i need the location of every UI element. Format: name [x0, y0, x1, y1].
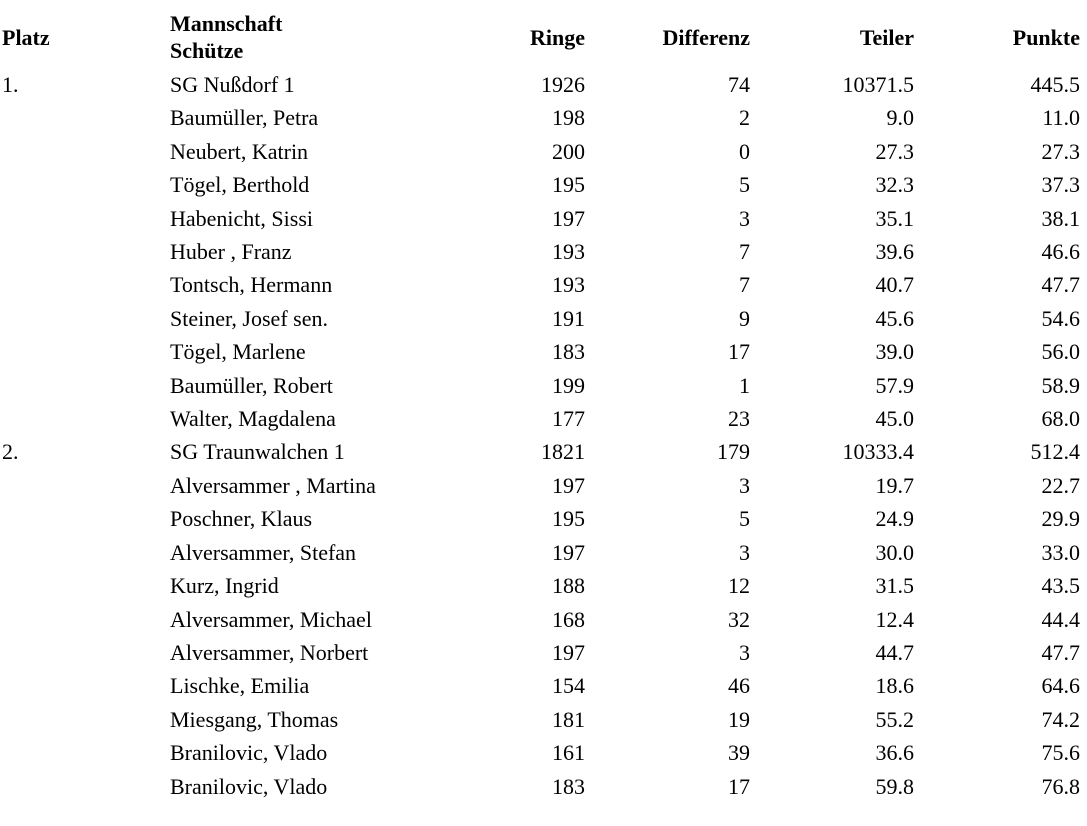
- punkte-value: 33.0: [1041, 539, 1080, 565]
- shooter-name: Tontsch, Hermann: [170, 272, 333, 298]
- header-platz: Platz: [2, 24, 50, 50]
- ringe-cell: [417, 135, 585, 168]
- punkte-cell: [914, 101, 1080, 134]
- punkte-cell: [914, 603, 1080, 636]
- shooter-name-cell: [170, 268, 417, 301]
- teiler-cell: [750, 335, 914, 368]
- shooter-name: Walter, Magdalena: [170, 406, 336, 432]
- punkte-value: 46.6: [1041, 239, 1080, 265]
- ringe-cell: [417, 435, 585, 468]
- platz-cell: [2, 101, 170, 134]
- platz-cell: [2, 569, 170, 602]
- ringe-cell: [417, 736, 585, 769]
- punkte-cell: [914, 770, 1080, 803]
- ringe-value: 197: [552, 539, 585, 565]
- punkte-value: 29.9: [1041, 506, 1080, 532]
- shooter-name-cell: [170, 369, 417, 402]
- shooter-name: Tögel, Marlene: [170, 339, 306, 365]
- ringe-cell: [417, 402, 585, 435]
- punkte-cell: [914, 202, 1080, 235]
- teiler-cell: [750, 502, 914, 535]
- shooter-row: [2, 502, 1080, 535]
- teiler-cell: [750, 703, 914, 736]
- teiler-cell: [750, 369, 914, 402]
- shooter-name-cell: [170, 202, 417, 235]
- differenz-value: 32: [728, 606, 750, 632]
- punkte-value: 64.6: [1041, 673, 1080, 699]
- teiler-cell: [750, 435, 914, 468]
- header-ringe: Ringe: [530, 24, 585, 50]
- punkte-value: 37.3: [1041, 172, 1080, 198]
- differenz-value: 19: [728, 706, 750, 732]
- platz-cell: [2, 502, 170, 535]
- differenz-value: 3: [739, 539, 750, 565]
- teiler-value: 45.6: [875, 305, 914, 331]
- punkte-value: 22.7: [1041, 472, 1080, 498]
- teiler-cell: [750, 235, 914, 268]
- punkte-cell: [914, 569, 1080, 602]
- differenz-value: 3: [739, 205, 750, 231]
- shooter-name-cell: [170, 502, 417, 535]
- punkte-cell: [914, 669, 1080, 702]
- shooter-name: Huber , Franz: [170, 239, 292, 265]
- platz-cell: [2, 736, 170, 769]
- teiler-cell: [750, 736, 914, 769]
- platz-cell: [2, 402, 170, 435]
- team-name: SG Nußdorf 1: [170, 72, 295, 97]
- teiler-cell: [750, 402, 914, 435]
- ringe-value: 197: [552, 639, 585, 665]
- differenz-cell: [585, 636, 750, 669]
- ringe-value: 193: [552, 272, 585, 298]
- shooter-name: Habenicht, Sissi: [170, 205, 313, 231]
- ringe-value: 188: [552, 573, 585, 599]
- shooter-name-cell: [170, 402, 417, 435]
- teiler-value: 40.7: [875, 272, 914, 298]
- differenz-cell: [585, 268, 750, 301]
- ringe-value: 154: [552, 673, 585, 699]
- shooter-row: [2, 202, 1080, 235]
- punkte-cell: [914, 268, 1080, 301]
- punkte-value: 76.8: [1041, 773, 1080, 799]
- differenz-value: 2: [739, 105, 750, 131]
- differenz-value: 7: [739, 272, 750, 298]
- punkte-cell: [914, 469, 1080, 502]
- shooter-name-cell: [170, 770, 417, 803]
- ringe-value: 195: [552, 172, 585, 198]
- header-mannschaft-line2: Schütze: [170, 38, 244, 63]
- ringe-cell: [417, 369, 585, 402]
- header-differenz: Differenz: [662, 24, 750, 50]
- punkte-value: 512.4: [1030, 439, 1080, 465]
- shooter-row: [2, 402, 1080, 435]
- team-name-cell: [170, 435, 417, 468]
- punkte-value: 43.5: [1041, 573, 1080, 599]
- differenz-value: 17: [728, 773, 750, 799]
- shooter-row: [2, 369, 1080, 402]
- punkte-value: 11.0: [1042, 105, 1080, 131]
- platz-value: 1.: [2, 72, 19, 97]
- punkte-value: 445.5: [1030, 72, 1080, 97]
- punkte-value: 74.2: [1041, 706, 1080, 732]
- shooter-row: [2, 636, 1080, 669]
- ringe-cell: [417, 302, 585, 335]
- platz-cell: [2, 435, 170, 468]
- platz-cell: [2, 235, 170, 268]
- punkte-cell: [914, 502, 1080, 535]
- results-table: [2, 6, 1080, 803]
- shooter-row: [2, 536, 1080, 569]
- differenz-value: 74: [728, 72, 750, 97]
- punkte-value: 54.6: [1041, 305, 1080, 331]
- differenz-value: 1: [739, 372, 750, 398]
- teiler-value: 35.1: [875, 205, 914, 231]
- header-row: [2, 6, 1080, 68]
- differenz-value: 39: [728, 740, 750, 766]
- teiler-value: 57.9: [875, 372, 914, 398]
- ringe-cell: [417, 268, 585, 301]
- shooter-name-cell: [170, 168, 417, 201]
- punkte-value: 27.3: [1041, 138, 1080, 164]
- differenz-cell: [585, 335, 750, 368]
- platz-value: 2.: [2, 439, 19, 465]
- teiler-value: 18.6: [875, 673, 914, 699]
- differenz-value: 3: [739, 472, 750, 498]
- teiler-cell: [750, 101, 914, 134]
- platz-cell: [2, 536, 170, 569]
- shooter-name: Branilovic, Vlado: [170, 740, 328, 766]
- ringe-value: 183: [552, 339, 585, 365]
- ringe-cell: [417, 101, 585, 134]
- shooter-row: [2, 335, 1080, 368]
- shooter-name-cell: [170, 736, 417, 769]
- punkte-cell: [914, 369, 1080, 402]
- punkte-cell: [914, 68, 1080, 101]
- platz-cell: [2, 703, 170, 736]
- differenz-cell: [585, 703, 750, 736]
- platz-cell: [2, 202, 170, 235]
- punkte-cell: [914, 335, 1080, 368]
- shooter-name-cell: [170, 335, 417, 368]
- shooter-name-cell: [170, 235, 417, 268]
- shooter-row: [2, 101, 1080, 134]
- shooter-name: Lischke, Emilia: [170, 673, 310, 699]
- ringe-value: 183: [552, 773, 585, 799]
- teiler-value: 39.6: [875, 239, 914, 265]
- shooter-row: [2, 469, 1080, 502]
- platz-cell: [2, 168, 170, 201]
- differenz-value: 0: [739, 138, 750, 164]
- differenz-cell: [585, 369, 750, 402]
- punkte-cell: [914, 168, 1080, 201]
- differenz-cell: [585, 736, 750, 769]
- ringe-cell: [417, 636, 585, 669]
- team-row: [2, 435, 1080, 468]
- header-punkte: Punkte: [1012, 24, 1080, 50]
- teiler-value: 39.0: [875, 339, 914, 365]
- shooter-name-cell: [170, 669, 417, 702]
- teiler-value: 32.3: [875, 172, 914, 198]
- shooter-row: [2, 302, 1080, 335]
- shooter-name: Steiner, Josef sen.: [170, 305, 328, 331]
- ringe-value: 200: [552, 138, 585, 164]
- ringe-value: 198: [552, 105, 585, 131]
- differenz-value: 5: [739, 506, 750, 532]
- differenz-cell: [585, 135, 750, 168]
- shooter-row: [2, 669, 1080, 702]
- differenz-value: 179: [717, 439, 750, 465]
- punkte-cell: [914, 703, 1080, 736]
- teiler-cell: [750, 268, 914, 301]
- platz-cell: [2, 636, 170, 669]
- ringe-value: 1926: [541, 72, 585, 97]
- differenz-value: 12: [728, 573, 750, 599]
- ringe-cell: [417, 703, 585, 736]
- ringe-cell: [417, 335, 585, 368]
- team-name: SG Traunwalchen 1: [170, 439, 345, 465]
- punkte-value: 56.0: [1041, 339, 1080, 365]
- ringe-value: 195: [552, 506, 585, 532]
- teiler-value: 59.8: [875, 773, 914, 799]
- teiler-cell: [750, 536, 914, 569]
- ringe-cell: [417, 502, 585, 535]
- differenz-cell: [585, 68, 750, 101]
- shooter-row: [2, 135, 1080, 168]
- teiler-value: 30.0: [875, 539, 914, 565]
- punkte-value: 44.4: [1041, 606, 1080, 632]
- shooter-row: [2, 736, 1080, 769]
- ringe-value: 199: [552, 372, 585, 398]
- teiler-value: 27.3: [875, 138, 914, 164]
- shooter-name: Kurz, Ingrid: [170, 573, 279, 599]
- ringe-value: 193: [552, 239, 585, 265]
- shooter-row: [2, 268, 1080, 301]
- differenz-value: 9: [739, 305, 750, 331]
- teiler-value: 55.2: [875, 706, 914, 732]
- ringe-cell: [417, 603, 585, 636]
- teiler-cell: [750, 569, 914, 602]
- punkte-cell: [914, 135, 1080, 168]
- punkte-cell: [914, 435, 1080, 468]
- teiler-cell: [750, 168, 914, 201]
- shooter-name-cell: [170, 636, 417, 669]
- differenz-cell: [585, 302, 750, 335]
- punkte-cell: [914, 302, 1080, 335]
- shooter-name: Alversammer, Norbert: [170, 639, 369, 665]
- teiler-value: 9.0: [886, 105, 914, 131]
- punkte-cell: [914, 636, 1080, 669]
- header-mannschaft-schuetze: [170, 6, 417, 68]
- table-body: [2, 68, 1080, 803]
- platz-cell: [2, 770, 170, 803]
- ringe-cell: [417, 770, 585, 803]
- ringe-cell: [417, 669, 585, 702]
- differenz-value: 5: [739, 172, 750, 198]
- shooter-name: Alversammer, Stefan: [170, 539, 357, 565]
- differenz-cell: [585, 603, 750, 636]
- differenz-cell: [585, 435, 750, 468]
- shooter-row: [2, 770, 1080, 803]
- teiler-value: 31.5: [875, 573, 914, 599]
- teiler-cell: [750, 135, 914, 168]
- header-teiler: Teiler: [859, 24, 914, 50]
- shooter-name: Baumüller, Robert: [170, 372, 333, 398]
- shooter-name: Branilovic, Vlado: [170, 773, 328, 799]
- platz-cell: [2, 369, 170, 402]
- team-row: [2, 68, 1080, 101]
- differenz-cell: [585, 101, 750, 134]
- teiler-cell: [750, 636, 914, 669]
- shooter-row: [2, 569, 1080, 602]
- ringe-value: 181: [552, 706, 585, 732]
- punkte-value: 47.7: [1041, 639, 1080, 665]
- shooter-name-cell: [170, 302, 417, 335]
- platz-cell: [2, 268, 170, 301]
- shooter-row: [2, 703, 1080, 736]
- ringe-value: 197: [552, 205, 585, 231]
- differenz-value: 17: [728, 339, 750, 365]
- shooter-name-cell: [170, 703, 417, 736]
- differenz-cell: [585, 168, 750, 201]
- differenz-cell: [585, 502, 750, 535]
- punkte-value: 68.0: [1041, 406, 1080, 432]
- shooter-name: Alversammer , Martina: [170, 472, 376, 498]
- shooter-name-cell: [170, 135, 417, 168]
- shooter-name-cell: [170, 603, 417, 636]
- platz-cell: [2, 335, 170, 368]
- punkte-value: 47.7: [1041, 272, 1080, 298]
- ringe-value: 191: [552, 305, 585, 331]
- teiler-value: 12.4: [875, 606, 914, 632]
- shooter-name: Baumüller, Petra: [170, 105, 319, 131]
- shooter-name-cell: [170, 469, 417, 502]
- punkte-value: 38.1: [1041, 205, 1080, 231]
- teiler-cell: [750, 302, 914, 335]
- shooter-row: [2, 603, 1080, 636]
- ringe-cell: [417, 202, 585, 235]
- platz-cell: [2, 135, 170, 168]
- differenz-cell: [585, 770, 750, 803]
- teiler-cell: [750, 669, 914, 702]
- teiler-cell: [750, 68, 914, 101]
- table-header: [2, 6, 1080, 68]
- ringe-cell: [417, 235, 585, 268]
- differenz-cell: [585, 536, 750, 569]
- platz-cell: [2, 469, 170, 502]
- differenz-value: 7: [739, 239, 750, 265]
- teiler-value: 45.0: [875, 406, 914, 432]
- ringe-cell: [417, 469, 585, 502]
- differenz-cell: [585, 402, 750, 435]
- teiler-cell: [750, 469, 914, 502]
- platz-cell: [2, 68, 170, 101]
- ringe-value: 177: [552, 406, 585, 432]
- shooter-name-cell: [170, 101, 417, 134]
- platz-cell: [2, 669, 170, 702]
- differenz-value: 46: [728, 673, 750, 699]
- team-name-cell: [170, 68, 417, 101]
- punkte-cell: [914, 536, 1080, 569]
- punkte-cell: [914, 402, 1080, 435]
- shooter-name: Tögel, Berthold: [170, 172, 310, 198]
- shooter-name-cell: [170, 569, 417, 602]
- shooter-row: [2, 168, 1080, 201]
- ringe-cell: [417, 536, 585, 569]
- teiler-value: 10333.4: [842, 439, 914, 465]
- teiler-cell: [750, 202, 914, 235]
- shooter-row: [2, 235, 1080, 268]
- ringe-cell: [417, 68, 585, 101]
- punkte-cell: [914, 736, 1080, 769]
- differenz-value: 23: [728, 406, 750, 432]
- teiler-value: 36.6: [875, 740, 914, 766]
- differenz-value: 3: [739, 639, 750, 665]
- ringe-value: 1821: [541, 439, 585, 465]
- ringe-value: 161: [552, 740, 585, 766]
- teiler-value: 19.7: [875, 472, 914, 498]
- shooter-name-cell: [170, 536, 417, 569]
- differenz-cell: [585, 202, 750, 235]
- shooter-name: Alversammer, Michael: [170, 606, 372, 632]
- ringe-value: 197: [552, 472, 585, 498]
- punkte-value: 75.6: [1041, 740, 1080, 766]
- ringe-cell: [417, 168, 585, 201]
- differenz-cell: [585, 569, 750, 602]
- punkte-value: 58.9: [1041, 372, 1080, 398]
- punkte-cell: [914, 235, 1080, 268]
- ringe-value: 168: [552, 606, 585, 632]
- shooter-name: Poschner, Klaus: [170, 506, 313, 532]
- teiler-value: 24.9: [875, 506, 914, 532]
- teiler-value: 44.7: [875, 639, 914, 665]
- teiler-cell: [750, 770, 914, 803]
- header-mannschaft-line1: Mannschaft: [170, 11, 283, 36]
- platz-cell: [2, 302, 170, 335]
- differenz-cell: [585, 669, 750, 702]
- teiler-value: 10371.5: [842, 72, 914, 97]
- platz-cell: [2, 603, 170, 636]
- ringe-cell: [417, 569, 585, 602]
- differenz-cell: [585, 235, 750, 268]
- shooter-name: Miesgang, Thomas: [170, 706, 339, 732]
- differenz-cell: [585, 469, 750, 502]
- teiler-cell: [750, 603, 914, 636]
- shooter-name: Neubert, Katrin: [170, 138, 309, 164]
